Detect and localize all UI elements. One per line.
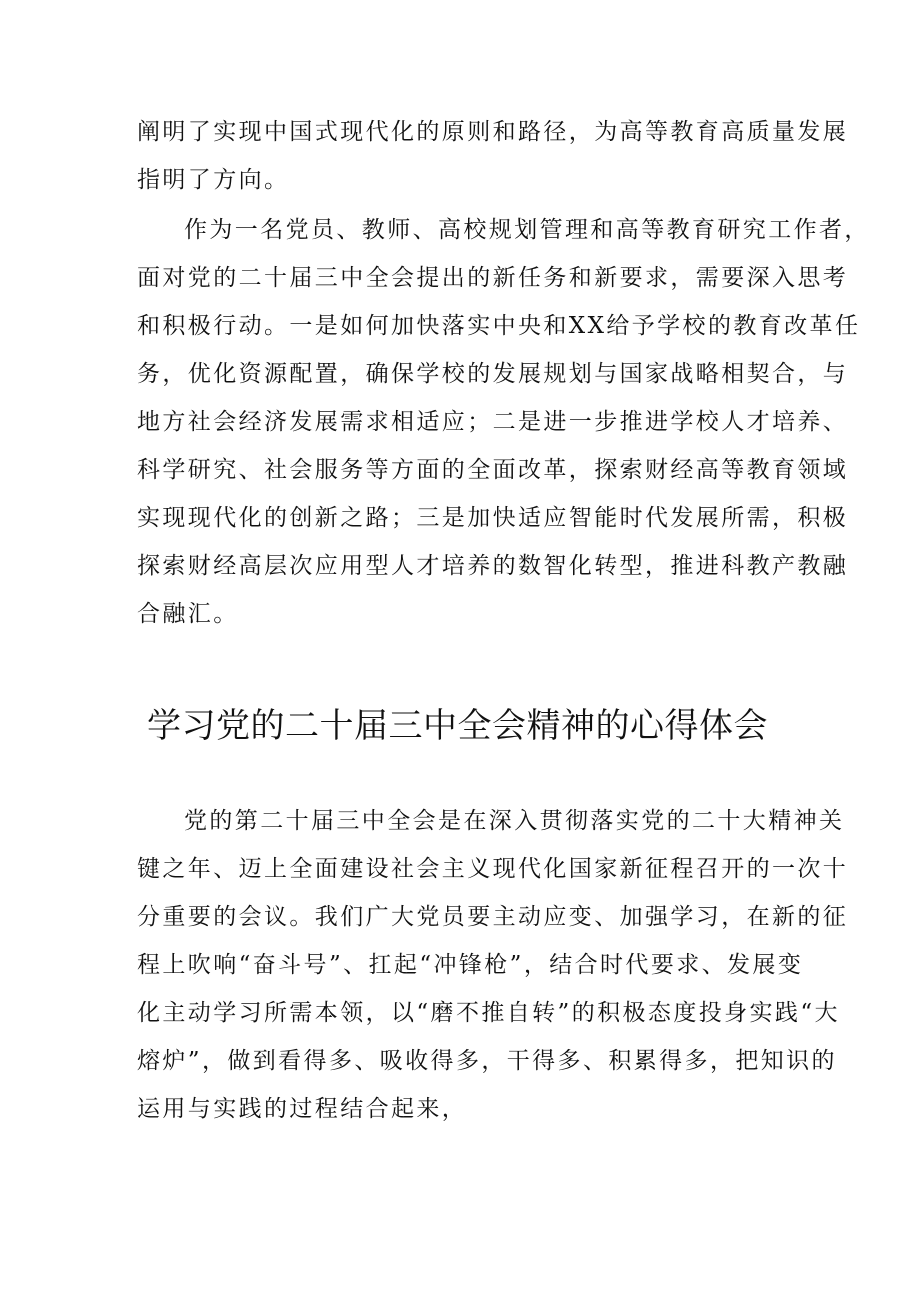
paragraph-line: 探索财经高层次应用型人才培养的数智化转型，推进科教产教融: [137, 553, 849, 579]
paragraph-line: 熔炉”，做到看得多、吸收得多，干得多、积累得多，把知识的: [137, 1048, 837, 1074]
paragraph-line: 和积极行动。一是如何加快落实中央和XX给予学校的教育改革任: [137, 313, 861, 339]
paragraph-line: 合融汇。: [137, 601, 239, 627]
paragraph-line: 作为一名党员、教师、高校规划管理和高等教育研究工作者，: [184, 217, 870, 243]
paragraph-line: 运用与实践的过程结合起来，: [137, 1096, 468, 1122]
paragraph-line: 键之年、迈上全面建设社会主义现代化国家新征程召开的一次十: [137, 856, 849, 882]
paragraph-line: 分重要的会议。我们广大党员要主动应变、加强学习，在新的征: [137, 904, 849, 930]
paragraph-line: 阐明了实现中国式现代化的原则和路径，为高等教育高质量发展: [137, 119, 849, 145]
paragraph-line: 科学研究、社会服务等方面的全面改革，探索财经高等教育领域: [137, 457, 849, 483]
paragraph-line: 化主动学习所需本领，以“磨不推自转”的积极态度投身实践“大: [137, 1000, 840, 1026]
paragraph-line: 程上吹响“奋斗号”、扛起“冲锋枪”，结合时代要求、发展变: [137, 952, 804, 978]
paragraph-line: 务，优化资源配置，确保学校的发展规划与国家战略相契合，与: [137, 361, 849, 387]
section-heading: 学习党的二十届三中全会精神的心得体会: [147, 706, 768, 746]
paragraph-line: 地方社会经济发展需求相适应；二是进一步推进学校人才培养、: [137, 409, 849, 435]
paragraph-line: 实现现代化的创新之路；三是加快适应智能时代发展所需，积极: [137, 505, 849, 531]
paragraph-line: 党的第二十届三中全会是在深入贯彻落实党的二十大精神关: [184, 808, 845, 834]
paragraph-line: 指明了方向。: [137, 167, 290, 193]
paragraph-line: 面对党的二十届三中全会提出的新任务和新要求，需要深入思考: [137, 265, 849, 291]
